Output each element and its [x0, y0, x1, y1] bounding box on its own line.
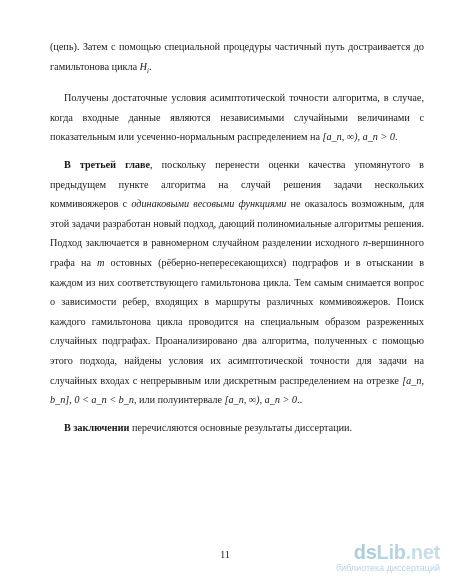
paragraph-3-heading: В третьей главе — [64, 160, 151, 171]
paragraph-1-math: H — [139, 61, 148, 73]
paragraph-1 — [50, 38, 424, 81]
paragraph-4-heading: В заключении — [64, 422, 130, 434]
paragraph-3-mid2: -вершинного графа на — [50, 238, 424, 269]
paragraph-1-text: (цепь). Затем с помощью специальной процедуры частичный путь достраивается до гамильтонова цикла — [50, 42, 424, 73]
paragraph-2-text: Получены достаточные условия асимптотической точности алгоритма, в случае, когда входные данные являются независимыми случайными величинами с показательным или усеченно-нормальным распределением на — [50, 93, 424, 144]
paragraph-1-math-sub: i — [147, 66, 149, 75]
paragraph-3 — [50, 156, 424, 411]
paragraph-4 — [50, 419, 424, 439]
paragraph-3-math-m: m — [97, 257, 105, 269]
document-body — [50, 38, 424, 438]
paragraph-3-tail3: .. — [297, 395, 303, 407]
paragraph-3-math-n: n — [362, 238, 368, 250]
paragraph-2-math: [a_n, ∞), a_n > 0 — [322, 132, 395, 144]
paragraph-3-math-interval: [a_n, b_n], 0 < a_n < b_n — [50, 375, 424, 407]
paragraph-3-mid: не оказалось возможным, для этой задачи разработан новый подход, дающий полиномиальные алгоритмы решения. Подход заключается в равномерном случайном разделении исходного — [50, 199, 425, 250]
paragraph-3-tail: остовных (рёберно-непересекающихся) подграфов и в отыскании в каждом из них соответствующего гамильтонова цикла. Тем самым снимается вопрос о зависимости ребер, входящих в маршруты различных коммивояжеров. Поиск каждого гамильтонова цикла проводится на специальным образом разреженных случайных подграфах. Проанализировано два алгоритма, полученных с помощью этого подхода, найдены условия их асимптотической точности для задачи на случайных входах с непрерывным или дискретным распределением на отрезке — [50, 257, 425, 387]
dslib-logo: dsLib.net — [353, 542, 440, 564]
paragraph-3-text: , поскольку перенести оценки качества упомянутого в предыдущем пункте алгоритма на случай решения задачи нескольких коммивояжеров с — [50, 160, 424, 211]
paragraph-1-tail: . — [148, 61, 152, 73]
paragraph-3-italic: одинаковыми весовыми функциями — [131, 199, 287, 211]
dslib-watermark[interactable] — [325, 543, 440, 574]
paragraph-3-math-interval2: [a_n, ∞), a_n > 0 — [224, 395, 298, 407]
paragraph-2-tail: . — [394, 132, 398, 144]
page-number: 11 — [220, 550, 230, 561]
dslib-subtitle: библиотека диссертаций — [335, 563, 440, 573]
paragraph-3-tail2: , или полуинтервале — [133, 395, 225, 407]
paragraph-4-text: перечисляются основные результаты диссертации. — [129, 422, 353, 434]
paragraph-2 — [50, 89, 424, 148]
